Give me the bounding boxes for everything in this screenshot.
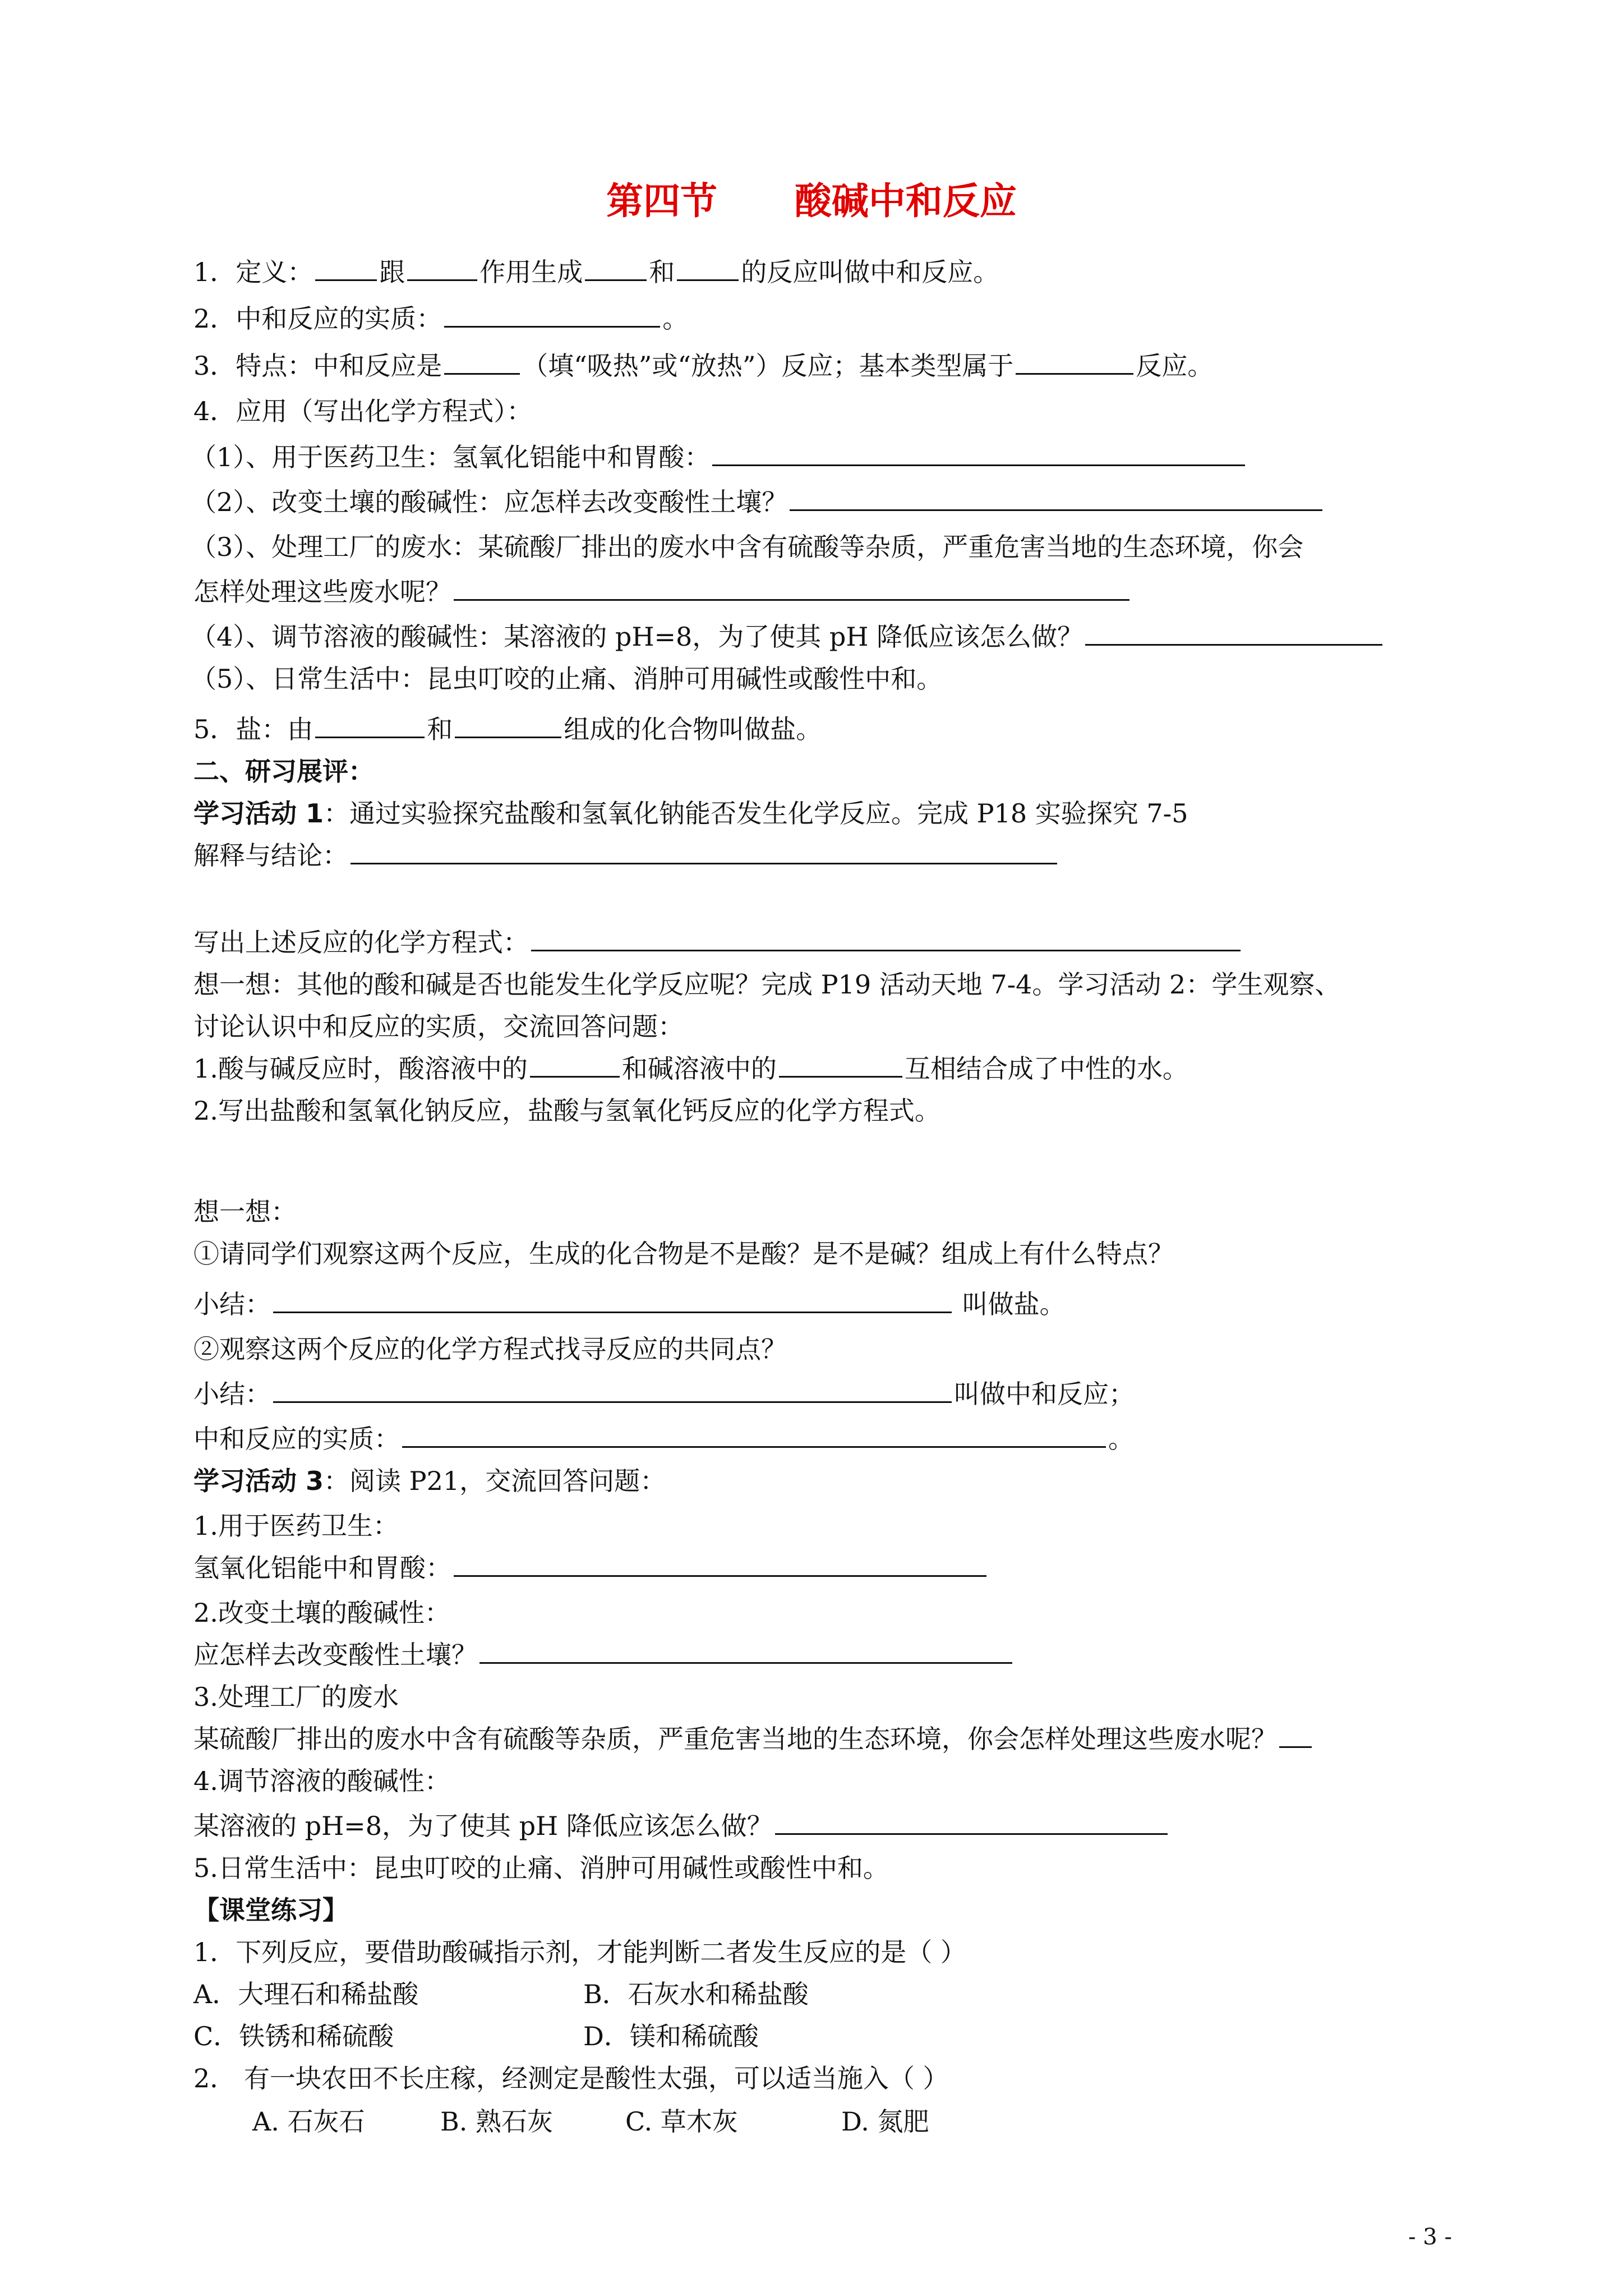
text: 和碱溶液中的 [621,1053,777,1084]
blank-field[interactable] [1016,349,1133,375]
text: 小结： [193,1379,271,1409]
item-soil-q [193,1638,1015,1672]
text: 。 [662,303,689,334]
observe-2: ②观察这两个反应的化学方程式找寻反应的共同点？ [193,1334,787,1364]
text: 写出上述反应的化学方程式： [193,927,529,958]
application-3-cont [193,575,1132,609]
blank-field[interactable] [273,1378,952,1403]
text: 和 [649,257,675,287]
blank-field[interactable] [1279,1723,1312,1748]
option-c[interactable]: C．铁锈和稀硫酸 [193,2021,394,2051]
item-wastewater: 3.处理工厂的废水 [193,1682,399,1712]
blank-field[interactable] [530,1052,620,1078]
blank-field[interactable] [790,486,1322,511]
item-soil: 2.改变土壤的酸碱性： [193,1598,450,1628]
blank-field[interactable] [779,1052,902,1078]
blank-field[interactable] [407,256,477,281]
option-a[interactable]: A．大理石和稀盐酸 [193,1979,419,2009]
text: 和 [427,714,453,744]
application-5: （5）、日常生活中：昆虫叮咬的止痛、消肿可用碱性或酸性中和。 [191,664,943,694]
think-line: 想一想：其他的酸和碱是否也能发生化学反应呢？完成 P19 活动天地 7-4。学习活动 2：学生观察、 [193,969,1341,1000]
option-d[interactable]: D. 氮肥 [841,2106,929,2137]
item-ph: 4.调节溶液的酸碱性： [193,1766,450,1796]
text: 反应。 [1136,351,1214,381]
application-4 [191,620,1385,654]
summary-1 [193,1287,1066,1321]
text: 解释与结论： [193,840,348,871]
text: ：阅读 P21，交流回答问题： [324,1466,666,1496]
blank-field[interactable] [585,256,647,281]
text: 怎样处理这些废水呢？ [193,577,451,607]
blank-field[interactable] [351,839,1057,864]
text: 跟 [379,257,405,287]
essence-summary [193,1422,1134,1456]
activity-3 [193,1464,666,1498]
item-medical: 1.用于医药卫生： [193,1511,399,1541]
page-title: 第四节 酸碱中和反应 [606,180,1017,223]
text: 作用生成 [479,257,583,287]
option-b[interactable]: B．石灰水和稀盐酸 [583,1979,809,2009]
text: 2．中和反应的实质： [193,303,442,334]
feature-line [193,349,1213,383]
activity-1 [193,797,1188,830]
item-ph-q [193,1809,1170,1843]
text: 应怎样去改变酸性土壤？ [193,1640,477,1670]
essence-line [193,302,688,335]
page-number: - 3 - [1408,2224,1452,2250]
blank-field[interactable] [273,1288,952,1313]
activity-label: 学习活动 1 [193,798,324,829]
application-2 [191,485,1325,519]
blank-field[interactable] [531,926,1241,951]
question-2: 2.写出盐酸和氢氧化钠反应，盐酸与氢氧化钙反应的化学方程式。 [193,1096,940,1126]
text: 中和反应的实质： [193,1424,400,1454]
option-d[interactable]: D．镁和稀硫酸 [583,2021,759,2051]
blank-field[interactable] [712,441,1245,466]
text: 。 [1108,1424,1134,1454]
text: 氢氧化铝能中和胃酸： [193,1553,451,1583]
blank-field[interactable] [402,1423,1106,1448]
blank-field[interactable] [444,349,520,375]
text: （4）、调节溶液的酸碱性：某溶液的 pH=8，为了使其 pH 降低应该怎么做？ [191,622,1083,652]
text: 的反应叫做中和反应。 [741,257,999,287]
equation-line [193,926,1243,959]
observe-1: ①请同学们观察这两个反应，生成的化合物是不是酸？是不是碱？组成上有什么特点？ [193,1239,1174,1269]
text: 3．特点：中和反应是 [193,351,442,381]
practice-question-1: 1．下列反应，要借助酸碱指示剂，才能判断二者发生反应的是（ ） [193,1937,966,1967]
activity-label: 学习活动 3 [193,1466,324,1496]
option-b[interactable]: B. 熟石灰 [440,2106,554,2137]
text: 互相结合成了中性的水。 [904,1053,1188,1084]
text: 某溶液的 pH=8，为了使其 pH 降低应该怎么做？ [193,1811,773,1841]
text: 5．盐：由 [193,714,313,744]
text: （填“吸热”或“放热”）反应；基本类型属于 [522,351,1014,381]
application-heading: 4．应用（写出化学方程式）： [193,396,533,426]
text: （1）、用于医药卫生：氢氧化铝能中和胃酸： [191,442,711,472]
text: 小结： [193,1289,271,1319]
blank-field[interactable] [775,1810,1168,1835]
question-1 [193,1052,1188,1085]
application-1 [191,440,1247,474]
option-a[interactable]: A. 石灰石 [252,2106,365,2137]
section-heading: 二、研习展评： [193,756,374,786]
text: 1.酸与碱反应时，酸溶液中的 [193,1053,528,1084]
practice-question-2: 2． 有一块农田不长庄稼，经测定是酸性太强，可以适当施入（ ） [193,2063,949,2093]
blank-field[interactable] [315,713,425,738]
blank-field[interactable] [315,256,377,281]
summary-2 [193,1377,1135,1411]
practice-heading: 【课堂练习】 [193,1895,348,1925]
option-c[interactable]: C. 草木灰 [625,2106,738,2137]
text: 组成的化合物叫做盐。 [564,714,822,744]
text: 1．定义： [193,257,313,287]
blank-field[interactable] [677,256,739,281]
think-heading: 想一想： [193,1197,297,1227]
text: 叫做中和反应； [954,1379,1135,1409]
blank-field[interactable] [455,713,561,738]
blank-field[interactable] [1085,620,1382,646]
blank-field[interactable] [454,1552,986,1577]
blank-field[interactable] [454,576,1129,601]
item-wastewater-q [193,1722,1314,1756]
salt-line [193,712,822,746]
definition-line [193,255,999,289]
think-line-cont: 讨论认识中和反应的实质，交流回答问题： [193,1011,684,1042]
application-3: （3）、处理工厂的废水：某硫酸厂排出的废水中含有硫酸等杂质，严重危害当地的生态环境，你会 [191,532,1304,562]
text: （2）、改变土壤的酸碱性：应怎样去改变酸性土壤？ [191,487,788,517]
item-daily: 5.日常生活中：昆虫叮咬的止痛、消肿可用碱性或酸性中和。 [193,1853,889,1883]
explanation-line [193,839,1059,872]
text: 某硫酸厂排出的废水中含有硫酸等杂质，严重危害当地的生态环境，你会怎样处理这些废水呢？ [193,1724,1277,1754]
blank-field[interactable] [479,1639,1012,1664]
blank-field[interactable] [444,302,660,328]
text: 叫做盐。 [954,1289,1066,1319]
item-medical-q [193,1551,989,1585]
text: ：通过实验探究盐酸和氢氧化钠能否发生化学反应。完成 P18 实验探究 7-5 [324,798,1188,829]
